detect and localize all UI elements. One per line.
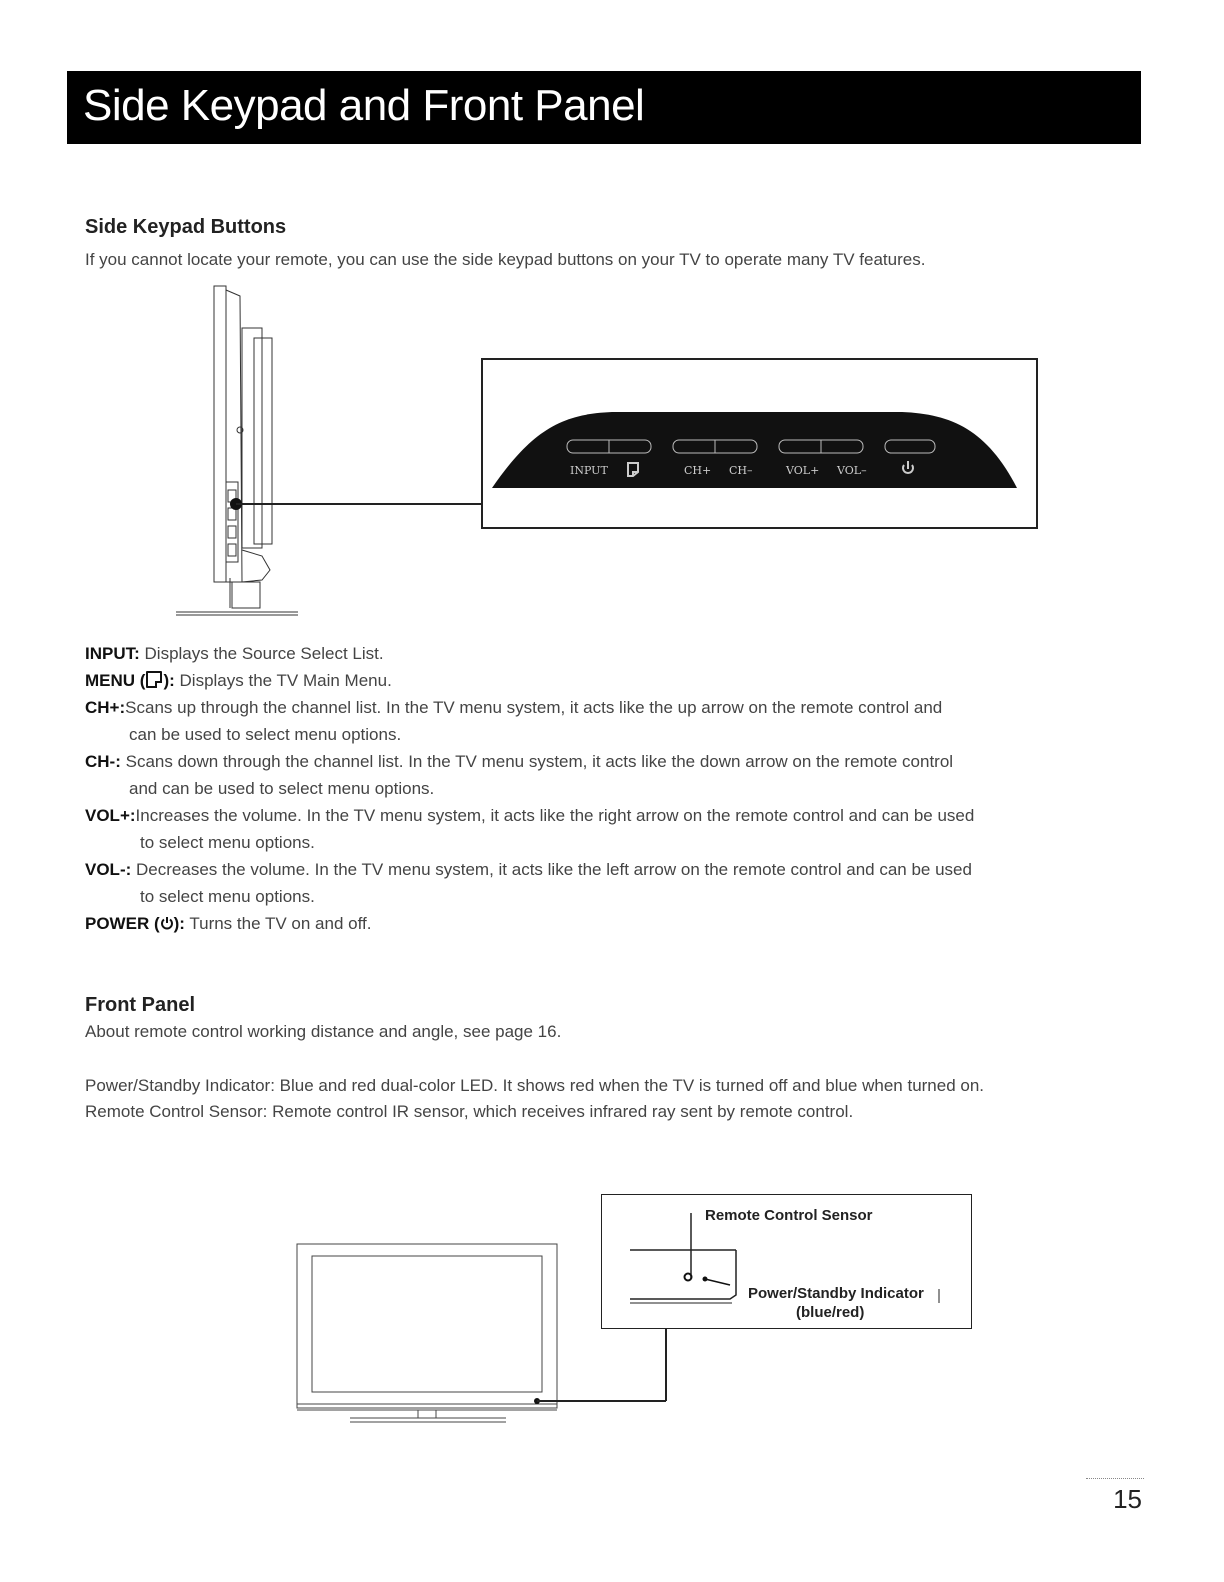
keypad-label-ch-minus: CH–	[729, 464, 753, 477]
definition-vol-minus-cont: to select menu options.	[140, 887, 315, 906]
keypad-panel	[492, 410, 1022, 490]
side-keypad-intro: If you cannot locate your remote, you can use the side keypad buttons on your TV to operate many TV features.	[85, 250, 926, 269]
keypad-label-input: INPUT	[570, 464, 608, 477]
front-panel-distance-note: About remote control working distance and angle, see page 16.	[85, 1022, 562, 1041]
page-title-banner	[67, 71, 1141, 144]
callout-indicator-label: Power/Standby Indicator	[748, 1285, 924, 1302]
definition-vol-minus-text: Decreases the volume. In the TV menu system, it acts like the left arrow on the remote control and can be used	[136, 860, 972, 879]
definition-vol-plus-cont: to select menu options.	[140, 833, 315, 852]
definition-menu	[85, 667, 1085, 694]
button-definitions	[85, 640, 1085, 937]
definition-input-text: Displays the Source Select List.	[144, 644, 384, 663]
definition-menu-text: Displays the TV Main Menu.	[179, 671, 392, 690]
keypad-label-vol-minus: VOL–	[837, 464, 867, 477]
page-number-rule	[1086, 1478, 1144, 1479]
menu-icon	[146, 671, 162, 688]
term-menu-prefix: MENU (	[85, 671, 146, 690]
definition-power	[85, 910, 1085, 937]
page-title: Side Keypad and Front Panel	[83, 81, 645, 130]
front-panel-sensor-note: Remote Control Sensor: Remote control IR sensor, which receives infrared ray sent by remote control.	[85, 1102, 854, 1121]
callout-remote-sensor-label: Remote Control Sensor	[705, 1207, 873, 1224]
page-number: 15	[1113, 1484, 1142, 1514]
callout-indicator-colors: (blue/red)	[796, 1304, 865, 1321]
term-menu-suffix: ):	[163, 671, 175, 690]
front-panel-indicator-note: Power/Standby Indicator: Blue and red dual-color LED. It shows red when the TV is turned off and blue when turned on.	[85, 1076, 985, 1095]
tv-side-view-illustration	[170, 282, 310, 622]
definition-vol-plus	[85, 802, 1085, 856]
term-power-suffix: ):	[173, 914, 185, 933]
term-vol-plus: VOL+:	[85, 806, 136, 825]
definition-vol-minus	[85, 856, 1085, 910]
front-panel-heading: Front Panel	[85, 994, 196, 1016]
definition-ch-plus	[85, 694, 1085, 748]
keypad-connector-line	[236, 498, 486, 508]
term-ch-minus: CH-:	[85, 752, 121, 771]
keypad-label-ch-plus: CH+	[684, 464, 712, 477]
side-keypad-heading: Side Keypad Buttons	[85, 216, 287, 238]
definition-ch-plus-cont: can be used to select menu options.	[129, 725, 402, 744]
term-power-prefix: POWER (	[85, 914, 160, 933]
term-input: INPUT:	[85, 644, 140, 663]
term-vol-minus: VOL-:	[85, 860, 132, 879]
definition-vol-plus-text: Increases the volume. In the TV menu system, it acts like the right arrow on the remote control and can be used	[135, 806, 975, 825]
definition-input	[85, 640, 1085, 667]
definition-ch-minus-text: Scans down through the channel list. In the TV menu system, it acts like the down arrow on the remote control	[125, 752, 954, 771]
definition-ch-minus	[85, 748, 1085, 802]
keypad-callout-box	[481, 358, 1038, 529]
definition-power-text: Turns the TV on and off.	[189, 914, 372, 933]
keypad-label-vol-plus: VOL+	[786, 464, 820, 477]
definition-ch-minus-cont: and can be used to select menu options.	[129, 779, 435, 798]
term-ch-plus: CH+:	[85, 698, 126, 717]
front-panel-callout-box	[601, 1194, 972, 1329]
definition-ch-plus-text: Scans up through the channel list. In the TV menu system, it acts like the up arrow on the remote control and	[125, 698, 943, 717]
power-icon	[160, 916, 174, 930]
